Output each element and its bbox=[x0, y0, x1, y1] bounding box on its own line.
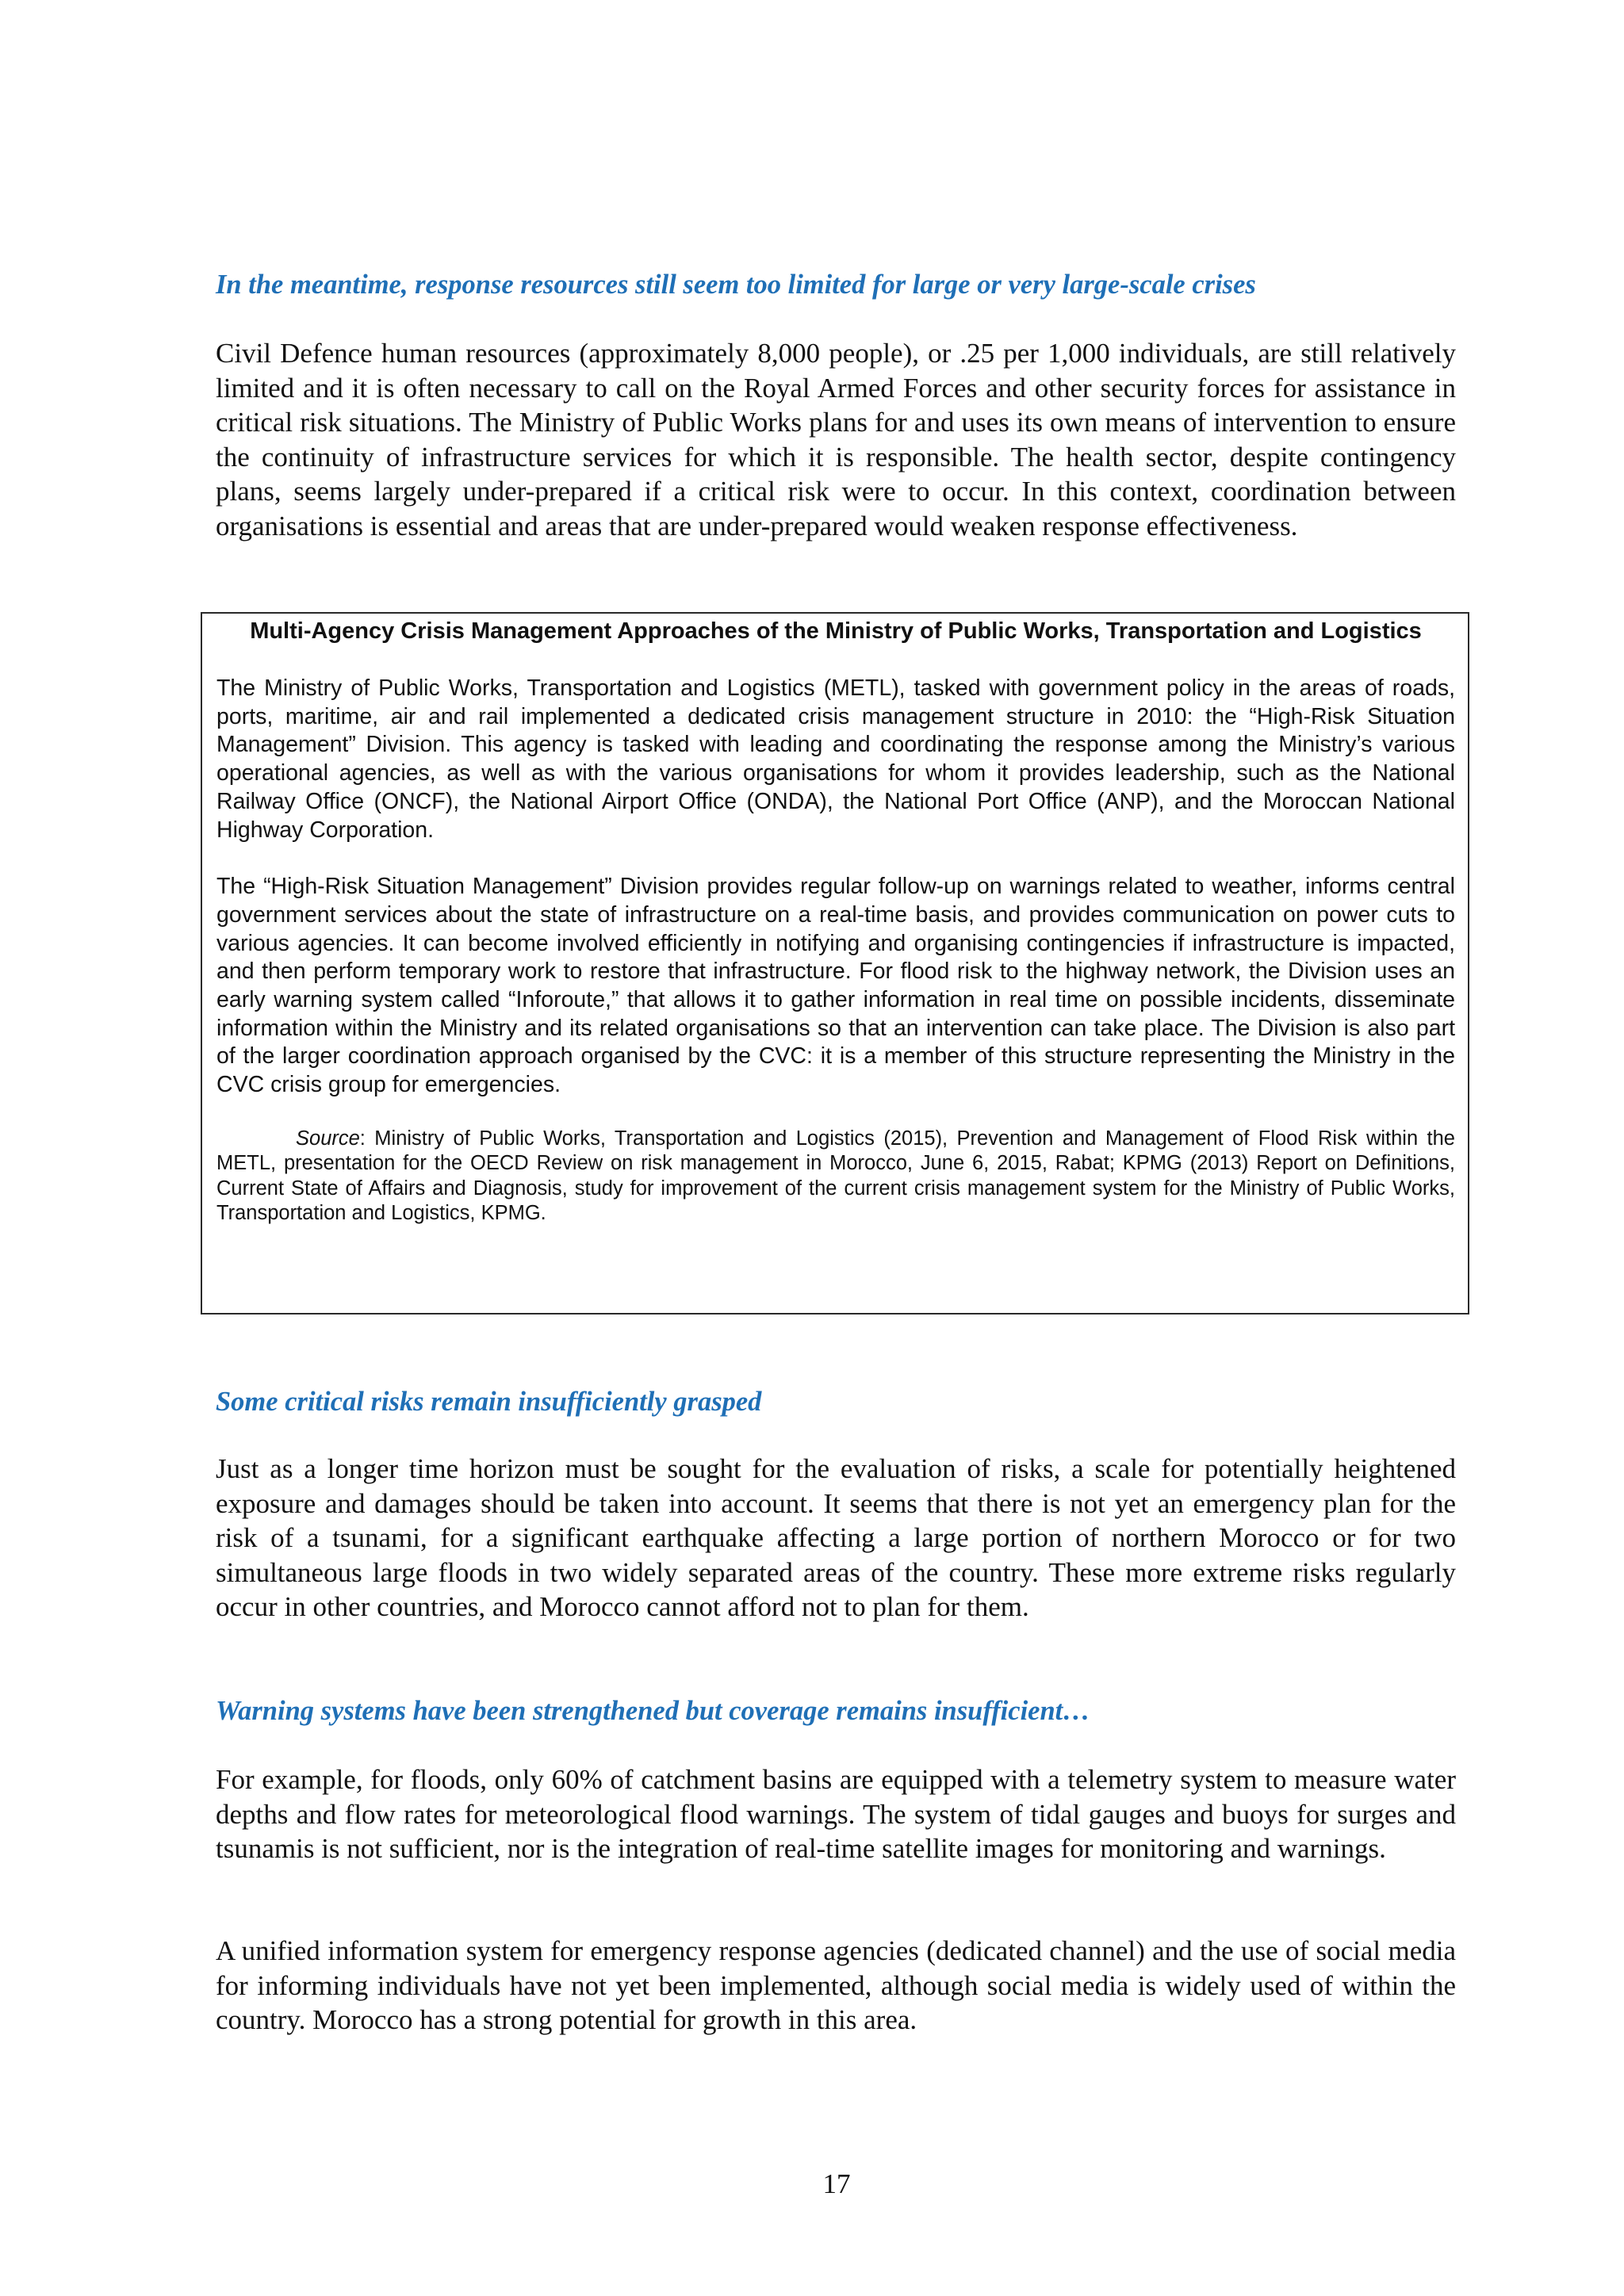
paragraph-unified-information-system: A unified information system for emergency response agencies (dedicated channel) and the use of social media for informing individuals have not yet been implemented, although social media is widely used of within the country. Morocco has a strong potential for growth in this area. bbox=[216, 1935, 1456, 2035]
case-study-paragraph-division: The “High-Risk Situation Management” Division provides regular follow-up on warnings related to weather, informs central government services about the state of infrastructure on a real-time basis, and provides communication on power cuts to various agencies. It can become involved efficiently in notifying and organising contingencies if infrastructure is impacted, and then perform temporary work to restore that infrastructure. For flood risk to the highway network, the Division uses an early warning system called “Inforoute,” that allows it to gather information in real time on possible incidents, disseminate information within the Ministry and its related organisations so that an intervention can take place. The Division is also part of the larger coordination approach organised by the CVC: it is a member of this structure representing the Ministry in the CVC crisis group for emergencies. bbox=[216, 874, 1455, 1098]
source-label: Source bbox=[296, 1127, 360, 1150]
case-study-box bbox=[201, 612, 1469, 1314]
paragraph-floods-telemetry: For example, for floods, only 60% of catchment basins are equipped with a telemetry system to measure water depths and flow rates for meteorological flood warnings. The system of tidal gauges and buoys for surges and tsunamis is not sufficient, nor is the integration of real-time satellite images for monitoring and warnings. bbox=[216, 1764, 1456, 1864]
case-study-source-note bbox=[216, 1127, 1455, 1226]
case-study-paragraph-metl: The Ministry of Public Works, Transportation and Logistics (METL), tasked with government policy in the areas of roads, ports, maritime, air and rail implemented a dedicated crisis management structure in 2010: the “High-Risk Situation Management” Division. This agency is tasked with leading and coordinating the response among the Ministry’s various operational agencies, as well as with the various organisations for whom it provides leadership, such as the National Railway Office (ONCF), the National Airport Office (ONDA), the National Port Office (ANP), and the Moroccan National Highway Corporation. bbox=[216, 675, 1455, 843]
page-number: 17 bbox=[822, 2168, 851, 2199]
paragraph-critical-risks: Just as a longer time horizon must be sought for the evaluation of risks, a scale for potentially heightened exposure and damages should be taken into account. It seems that there is not yet an emergency plan for the risk of a tsunami, for a significant earthquake affecting a large portion of northern Morocco or for two simultaneous large floods in two widely separated areas of the country. These more extreme risks regularly occur in other countries, and Morocco cannot afford not to plan for them. bbox=[216, 1453, 1456, 1622]
section-heading-critical-risks: Some critical risks remain insufficiently grasped bbox=[216, 1387, 762, 1417]
section-heading-warning-systems: Warning systems have been strengthened but coverage remains insufficient… bbox=[216, 1696, 1090, 1726]
case-study-box-title: Multi-Agency Crisis Management Approaches of the Ministry of Public Works, Transportation and Logistics bbox=[250, 618, 1422, 644]
source-text: : Ministry of Public Works, Transportation and Logistics (2015), Prevention and Management of Flood Risk within the METL, presentation for the OECD Review on risk management in Morocco, June 6, 2015, Rabat; KPMG (2013) Report on Definitions, Current State of Affairs and Diagnosis, study for improvement of the current crisis management system for the Ministry of Public Works, Transportation and Logistics, KPMG. bbox=[216, 1127, 1455, 1225]
section-heading-response-resources: In the meantime, response resources still seem too limited for large or very large-scale crises bbox=[216, 270, 1256, 300]
paragraph-civil-defence: Civil Defence human resources (approximately 8,000 people), or .25 per 1,000 individuals, are still relatively limited and it is often necessary to call on the Royal Armed Forces and other security forces for assistance in critical risk situations. The Ministry of Public Works plans for and uses its own means of intervention to ensure the continuity of infrastructure services for which it is responsible. The health sector, despite contingency plans, seems largely under-prepared if a critical risk were to occur. In this context, coordination between organisations is essential and areas that are under-prepared would weaken response effectiveness. bbox=[216, 338, 1456, 541]
case-study-box-content bbox=[216, 614, 1455, 1226]
